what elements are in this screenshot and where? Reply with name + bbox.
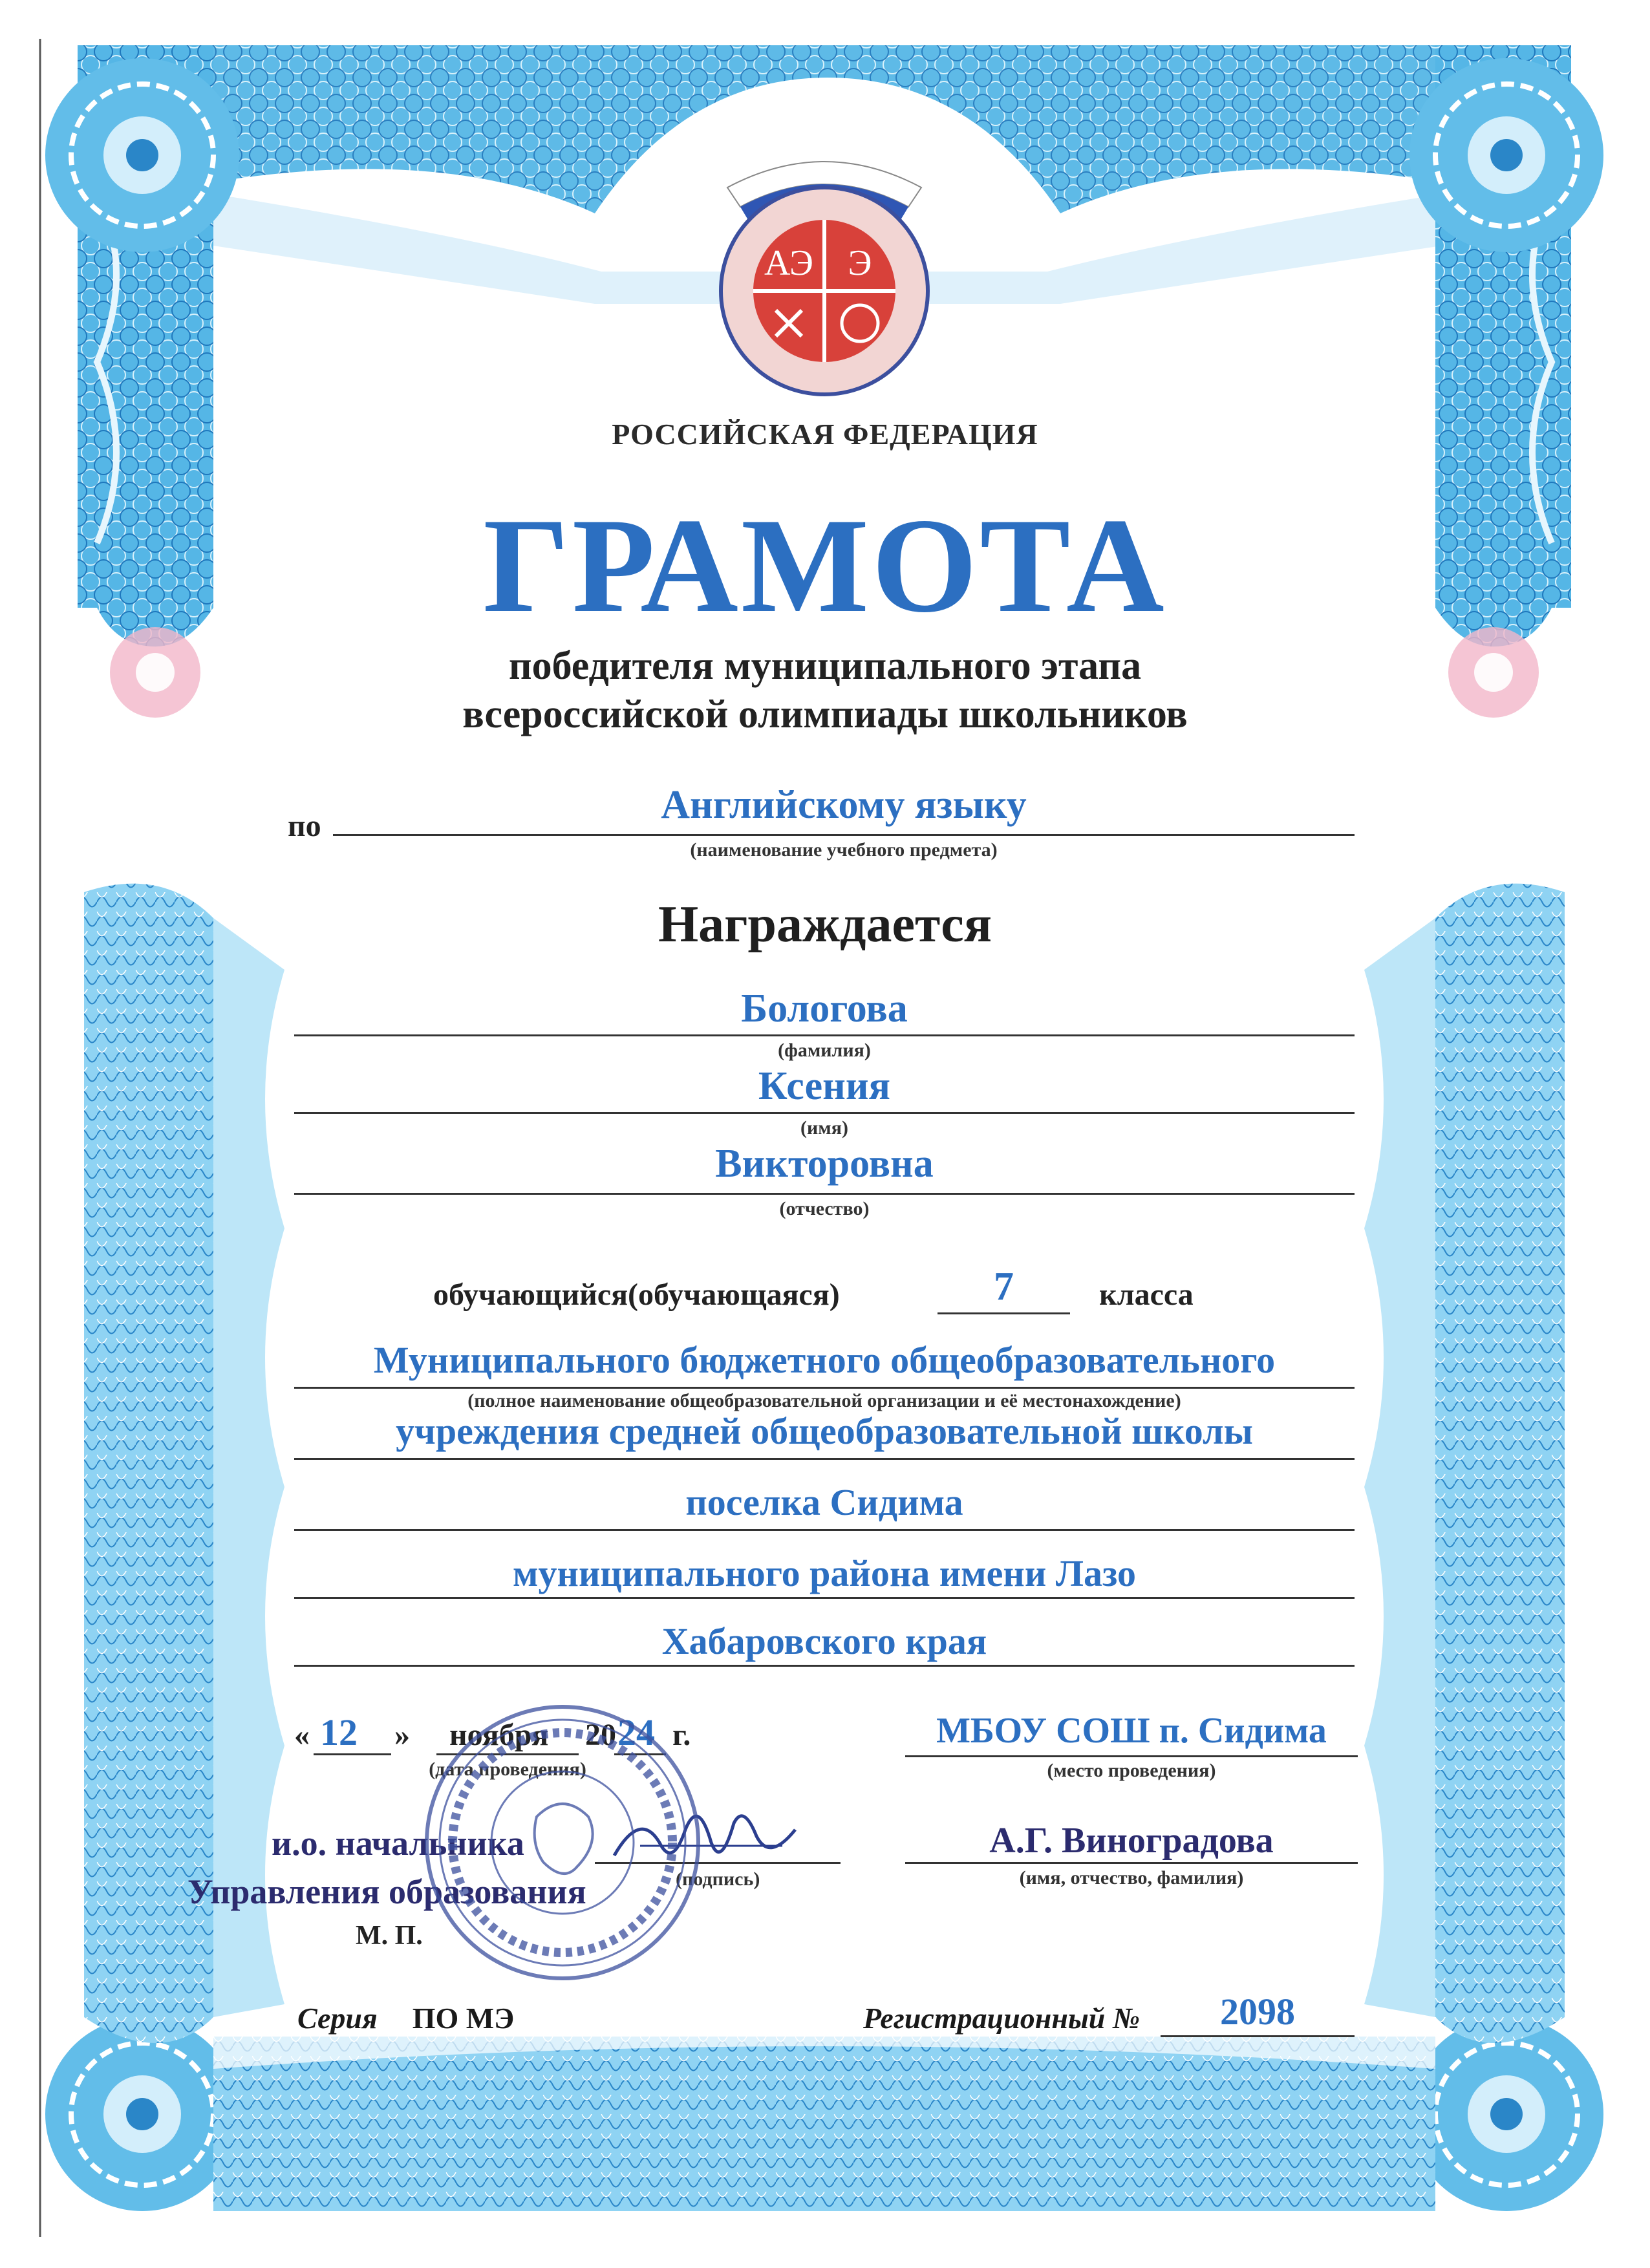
official-name-caption: (имя, отчество, фамилия)	[1019, 1867, 1244, 1888]
date-year-unit: г.	[672, 1718, 691, 1752]
svg-text:АЭ: АЭ	[764, 243, 814, 283]
school-line-2-rule	[294, 1458, 1355, 1460]
first-name-value: Ксения	[758, 1064, 891, 1108]
subject-line	[333, 834, 1355, 836]
date-open-quote: «	[294, 1718, 310, 1752]
date-month: ноября	[449, 1718, 549, 1752]
first-name-caption: (имя)	[800, 1117, 848, 1139]
series-label: Серия	[297, 2002, 378, 2035]
official-position-line-1: и.о. начальника	[272, 1824, 524, 1863]
registration-number-line	[1161, 2035, 1355, 2037]
school-line-5: Хабаровского края	[661, 1620, 987, 1662]
school-caption: (полное наименование общеобразовательной организации и её местонахождение)	[467, 1390, 1181, 1411]
patronymic-caption: (отчество)	[779, 1198, 870, 1219]
official-name-line	[905, 1862, 1358, 1864]
school-line-3-rule	[294, 1529, 1355, 1531]
date-year-suffix: 24	[617, 1711, 655, 1753]
subject-prefix: по	[288, 809, 321, 843]
official-full-name: А.Г. Виноградова	[989, 1821, 1274, 1861]
olympiad-emblem	[702, 129, 947, 401]
school-line-5-rule	[294, 1665, 1355, 1667]
seal-label: М. П.	[356, 1921, 423, 1951]
venue-line	[905, 1755, 1358, 1757]
certificate-title: ГРАМОТА	[483, 491, 1167, 641]
date-caption: (дата проведения)	[429, 1759, 586, 1780]
venue-caption: (место проведения)	[1047, 1760, 1216, 1781]
school-line-1: Муниципального бюджетного общеобразовательного	[373, 1339, 1276, 1381]
subtitle-line-1: победителя муниципального этапа	[508, 644, 1142, 688]
surname-line	[294, 1034, 1355, 1036]
patronymic-line	[294, 1193, 1355, 1195]
school-line-2: учреждения средней общеобразовательной школы	[396, 1410, 1253, 1452]
series-value: ПО МЭ	[412, 2002, 515, 2035]
venue-value: МБОУ СОШ п. Сидима	[936, 1711, 1327, 1751]
grade-value: 7	[994, 1265, 1014, 1309]
school-line-3: поселка Сидима	[685, 1481, 963, 1523]
subject-caption: (наименование учебного предмета)	[690, 839, 998, 861]
country-heading: РОССИЙСКАЯ ФЕДЕРАЦИЯ	[612, 418, 1038, 451]
official-round-stamp	[414, 1694, 711, 1991]
date-close-quote: »	[394, 1718, 410, 1752]
grade-prefix: обучающийся(обучающаяся)	[433, 1278, 840, 1312]
school-line-1-rule	[294, 1387, 1355, 1389]
registration-number-value: 2098	[1220, 1991, 1295, 2033]
surname-caption: (фамилия)	[778, 1040, 871, 1061]
date-year-prefix: 20	[585, 1718, 616, 1752]
series-block	[297, 2001, 514, 2035]
grade-suffix: класса	[1099, 1278, 1194, 1312]
first-name-line	[294, 1112, 1355, 1114]
signature-caption: (подпись)	[676, 1868, 760, 1890]
surname-value: Бологова	[741, 987, 908, 1031]
grade-line	[938, 1312, 1070, 1314]
svg-text:Э: Э	[848, 243, 872, 283]
registration-number-label: Регистрационный №	[863, 2002, 1140, 2035]
date-day: 12	[320, 1711, 358, 1753]
awarded-heading: Награждается	[658, 896, 992, 953]
school-line-4: муниципального района имени Лазо	[513, 1552, 1136, 1594]
subtitle-line-2: всероссийской олимпиады школьников	[462, 692, 1188, 736]
official-position-line-2: Управления образования	[188, 1872, 586, 1911]
school-line-4-rule	[294, 1597, 1355, 1599]
subject-value: Английскому языку	[661, 783, 1027, 827]
patronymic-value: Викторовна	[715, 1142, 934, 1186]
date-day-line	[314, 1753, 391, 1755]
